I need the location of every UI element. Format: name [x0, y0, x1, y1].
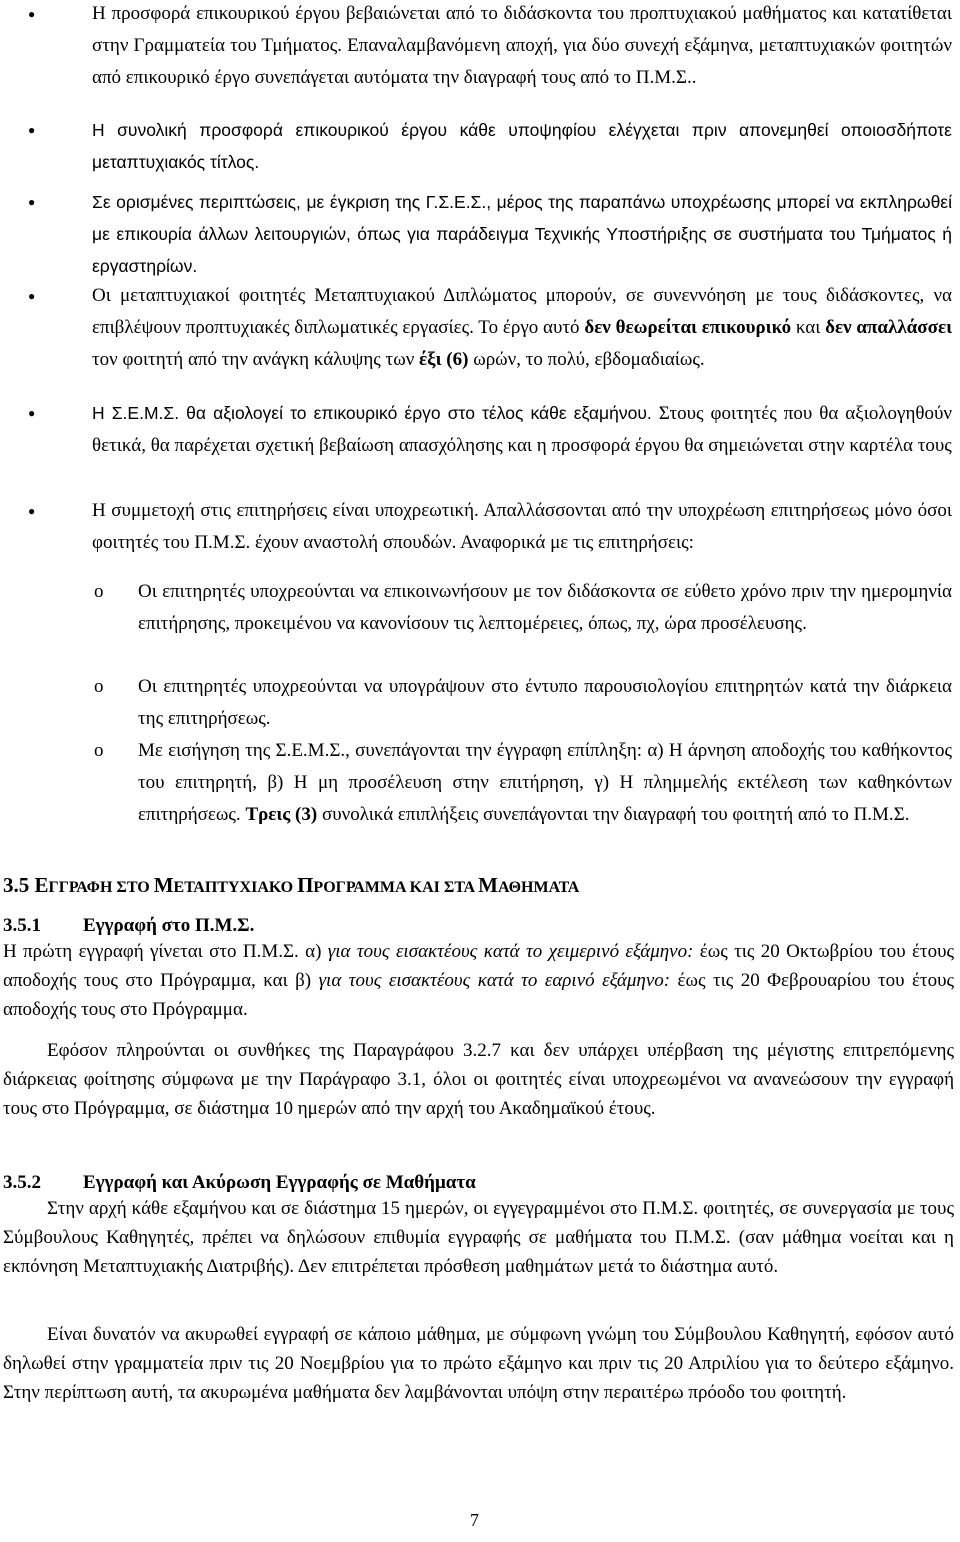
bullet-item-6: Η συμμετοχή στις επιτηρήσεις είναι υποχρεωτική. Απαλλάσσονται από την υποχρέωση επιτηρήσεως μόνο όσοι φοιτητές του Π.Μ.Σ. έχουν αναστολή σπουδών. Αναφορικά με τις επιτηρήσεις:	[92, 500, 952, 553]
sub-item-3: Με εισήγηση της Σ.Ε.Μ.Σ., συνεπάγονται την έγγραφη επίπληξη: α) Η άρνηση αποδοχής του καθήκοντος του επιτηρητή, β) Η μη προσέλευση στην επιτήρηση, γ) Η πλημμελής εκτέλεση των καθηκόντων επιτηρήσεως. Τρεις (3) συνολικά επιπλήξεις συνεπάγονται την διαγραφή του φοιτητή από το Π.Μ.Σ.	[138, 740, 952, 825]
sub-bullet-marker: o	[94, 740, 104, 761]
sub-item-1: Οι επιτηρητές υποχρεούνται να επικοινωνήσουν με τον διδάσκοντα σε εύθετο χρόνο πριν την ημερομηνία επιτήρησης, προκειμένου να κανονίσουν τις λεπτομέρειες, όπως, πχ, ώρα προσέλευσης.	[138, 581, 952, 634]
subsection-heading-3-5-2: 3.5.2 Εγγραφή και Ακύρωση Εγγραφής σε Μαθήματα	[3, 1172, 476, 1193]
section-heading: 3.5 ΕΓΓΡΑΦΗ ΣΤΟ ΜΕΤΑΠΤΥΧΙΑΚΟ ΠΡΟΓΡΑΜΜΑ ΚΑΙ ΣΤΑ ΜΑΘΗΜΑΤΑ	[3, 873, 580, 897]
bullet-marker: ●	[28, 195, 36, 209]
paragraph: Στην αρχή κάθε εξαμήνου και σε διάστημα 15 ημερών, οι εγγεγραμμένοι στο Π.Μ.Σ. φοιτητές, σε συνεργασία με τους Σύμβουλους Καθηγητές, πρέπει να δηλώσουν επιθυμία εγγραφής σε μαθήματα του Π.Μ.Σ. (σαν μάθημα νοείται και η εκπόνηση Μεταπτυχιακής Διατριβής). Δεν επιτρέπεται πρόσθεση μαθημάτων μετά το διάστημα αυτό.	[3, 1198, 954, 1277]
paragraph: Είναι δυνατόν να ακυρωθεί εγγραφή σε κάποιο μάθημα, με σύμφωνη γνώμη του Σύμβουλου Καθηγητή, εφόσον αυτό δηλωθεί στην γραμματεία πριν τις 20 Νοεμβρίου για το πρώτο εξάμηνο και πριν τις 20 Απριλίου για το δεύτερο εξάμηνο. Στην περίπτωση αυτή, τα ακυρωμένα μαθήματα δεν λαμβάνονται υπόψη στην περαιτέρω πρόοδο του φοιτητή.	[3, 1324, 954, 1403]
sub-bullet-marker: o	[94, 581, 104, 602]
paragraph: Η πρώτη εγγραφή γίνεται στο Π.Μ.Σ. α) για τους εισακτέους κατά το χειμερινό εξάμηνο: έως τις 20 Οκτωβρίου του έτους αποδοχής τους στο Πρόγραμμα, και β) για τους εισακτέους κατά το εαρινό εξάμηνο: έως τις 20 Φεβρουαρίου του έτους αποδοχής τους στο Πρόγραμμα.	[3, 941, 955, 1020]
bullet-item-4: Οι μεταπτυχιακοί φοιτητές Μεταπτυχιακού Διπλώματος μπορούν, σε συνεννόηση με τους διδάσκοντες, να επιβλέψουν προπτυχιακές διπλωματικές εργασίες. Το έργο αυτό δεν θεωρείται επικουρικό και δεν απαλλάσσει τον φοιτητή από την ανάγκη κάλυψης των έξι (6) ωρών, το πολύ, εβδομαδιαίως.	[92, 285, 952, 370]
paragraph: Εφόσον πληρούνται οι συνθήκες της Παραγράφου 3.2.7 και δεν υπάρχει υπέρβαση της μέγιστης επιτρεπόμενης διάρκειας φοίτησης σύμφωνα με την Παράγραφο 3.1, όλοι οι φοιτητές είναι υποχρεωμένοι να ανανεώσουν την εγγραφή τους στο Πρόγραμμα, σε διάστημα 10 ημερών από την αρχή του Ακαδημαϊκού έτους.	[3, 1040, 954, 1119]
bullet-item-1: Η προσφορά επικουρικού έργου βεβαιώνεται από το διδάσκοντα του προπτυχιακού μαθήματος και κατατίθεται στην Γραμματεία του Τμήματος. Επαναλαμβανόμενη αποχή, για δύο συνεχή εξάμηνα, μεταπτυχιακών φοιτητών από επικουρικό έργο συνεπάγεται αυτόματα την διαγραφή τους από το Π.Μ.Σ..	[92, 3, 952, 88]
bullet-marker: ●	[28, 504, 36, 518]
bullet-marker: ●	[28, 406, 36, 420]
page-number: 7	[470, 1510, 479, 1530]
subsection-heading-3-5-1: 3.5.1 Εγγραφή στο Π.Μ.Σ.	[3, 915, 255, 936]
bullet-marker: ●	[28, 123, 36, 137]
sub-bullet-marker: o	[94, 676, 104, 697]
bullet-marker: ●	[28, 289, 36, 303]
sub-item-2: Οι επιτηρητές υποχρεούνται να υπογράψουν στο έντυπο παρουσιολογίου επιτηρητών κατά την διάρκεια της επιτηρήσεως.	[138, 676, 952, 729]
bullet-marker: ●	[28, 7, 36, 21]
bullet-item-5: Η Σ.Ε.Μ.Σ. θα αξιολογεί το επικουρικό έργο στο τέλος κάθε εξαμήνου. Στους φοιτητές που θα αξιολογηθούν θετικά, θα παρέχεται σχετική βεβαίωση απασχόλησης και η προσφορά έργου θα σημειώνεται στην καρτέλα τους	[92, 403, 952, 456]
bullet-item-3: Σε ορισμένες περιπτώσεις, με έγκριση της Γ.Σ.Ε.Σ., μέρος της παραπάνω υποχρέωσης μπορεί να εκπληρωθεί με επικουρία άλλων λειτουργιών, όπως για παράδειγμα Τεχνικής Υποστήριξης σε συστήματα του Τμήματος ή εργαστηρίων.	[92, 192, 952, 276]
bullet-item-2: Η συνολική προσφορά επικουρικού έργου κάθε υποψηφίου ελέγχεται πριν απονεμηθεί οποιοσδήποτε μεταπτυχιακός τίτλος.	[92, 120, 952, 172]
